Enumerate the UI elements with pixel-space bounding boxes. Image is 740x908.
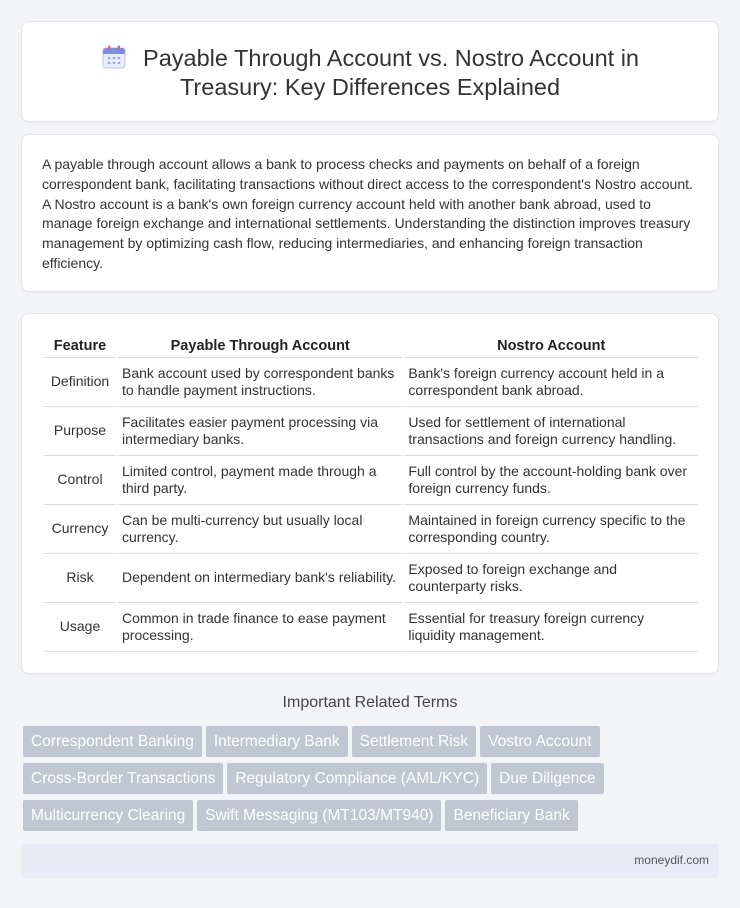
nostro-cell: Maintained in foreign currency specific to the corresponding country.	[404, 505, 698, 554]
footer	[21, 844, 719, 878]
feature-cell: Purpose	[44, 407, 116, 456]
header-feature: Feature	[44, 334, 116, 358]
feature-cell: Definition	[44, 358, 116, 407]
feature-cell: Risk	[44, 554, 116, 603]
tag-swift-messaging[interactable]: Swift Messaging (MT103/MT940)	[197, 800, 441, 831]
pta-cell: Common in trade finance to ease payment processing.	[118, 603, 402, 652]
pta-cell: Limited control, payment made through a third party.	[118, 456, 402, 505]
tag-vostro-account[interactable]: Vostro Account	[480, 726, 599, 757]
table-row	[44, 456, 698, 505]
feature-cell: Control	[44, 456, 116, 505]
title-line-1: Payable Through Account vs. Nostro Account in	[143, 45, 639, 71]
header-payable-through: Payable Through Account	[118, 334, 402, 358]
feature-cell: Currency	[44, 505, 116, 554]
page-title	[22, 44, 718, 102]
feature-cell: Usage	[44, 603, 116, 652]
nostro-cell: Bank's foreign currency account held in a correspondent bank abroad.	[404, 358, 698, 407]
title-card	[21, 21, 719, 122]
tag-cross-border-transactions[interactable]: Cross-Border Transactions	[23, 763, 223, 794]
calendar-icon	[101, 44, 127, 70]
table-row	[44, 603, 698, 652]
table-row	[44, 407, 698, 456]
tag-correspondent-banking[interactable]: Correspondent Banking	[23, 726, 202, 757]
intro-paragraph: A payable through account allows a bank to process checks and payments on behalf of a foreign correspondent bank, facilitating transactions without direct access to the correspondent's Nostro account. A Nostro account is a bank's own foreign currency account held with another bank abroad, used to manage foreign exchange and international settlements. Understanding the distinction improves treasury management by optimizing cash flow, reducing intermediaries, and enhancing foreign transaction efficiency.	[42, 156, 693, 271]
pta-cell: Bank account used by correspondent banks to handle payment instructions.	[118, 358, 402, 407]
comparison-table	[42, 334, 700, 652]
comparison-card	[21, 313, 719, 674]
table-header-row	[44, 334, 698, 358]
title-line-2: Treasury: Key Differences Explained	[179, 74, 561, 100]
footer-site-link[interactable]: moneydif.com	[634, 853, 709, 867]
nostro-cell: Used for settlement of international transactions and foreign currency handling.	[404, 407, 698, 456]
related-terms-list	[23, 726, 723, 837]
table-row	[44, 505, 698, 554]
nostro-cell: Exposed to foreign exchange and counterparty risks.	[404, 554, 698, 603]
tag-intermediary-bank[interactable]: Intermediary Bank	[206, 726, 348, 757]
tag-beneficiary-bank[interactable]: Beneficiary Bank	[445, 800, 577, 831]
table-row	[44, 358, 698, 407]
tag-settlement-risk[interactable]: Settlement Risk	[352, 726, 477, 757]
related-terms-heading: Important Related Terms	[282, 694, 458, 711]
tag-multicurrency-clearing[interactable]: Multicurrency Clearing	[23, 800, 193, 831]
tag-regulatory-compliance[interactable]: Regulatory Compliance (AML/KYC)	[227, 763, 487, 794]
header-nostro: Nostro Account	[404, 334, 698, 358]
tag-due-diligence[interactable]: Due Diligence	[491, 763, 604, 794]
nostro-cell: Essential for treasury foreign currency liquidity management.	[404, 603, 698, 652]
pta-cell: Dependent on intermediary bank's reliability.	[118, 554, 402, 603]
pta-cell: Facilitates easier payment processing via intermediary banks.	[118, 407, 402, 456]
intro-card	[21, 134, 719, 292]
pta-cell: Can be multi-currency but usually local currency.	[118, 505, 402, 554]
nostro-cell: Full control by the account-holding bank over foreign currency funds.	[404, 456, 698, 505]
table-row	[44, 554, 698, 603]
